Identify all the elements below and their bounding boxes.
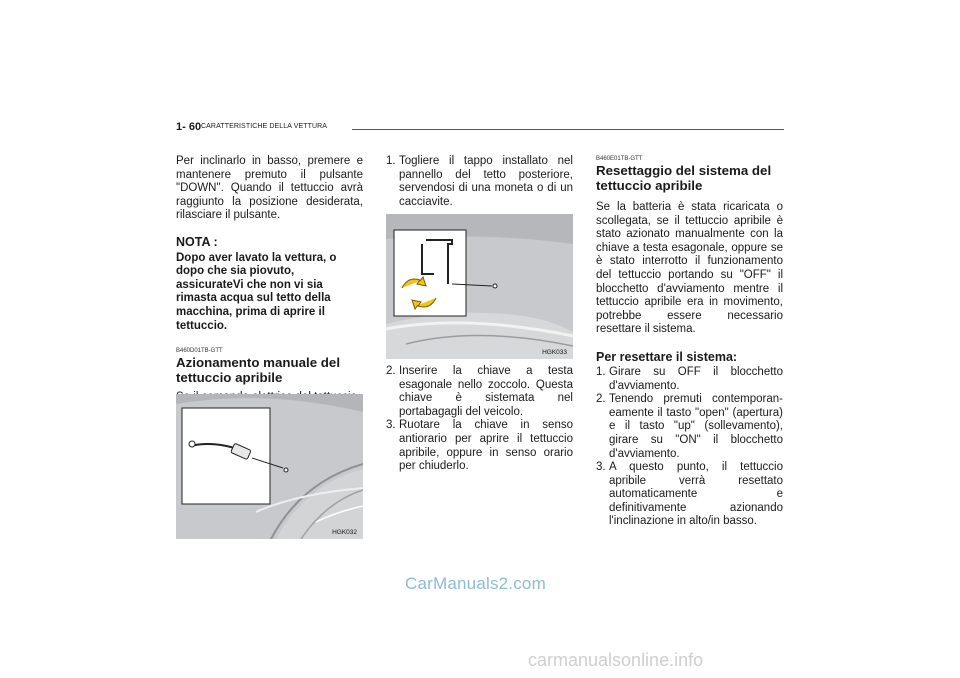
watermark-carmanualsonline[interactable]: carmanualsonline.info [528,650,704,670]
section-heading: Azionamento manuale del tettuccio apribile [176,355,341,385]
column-3 [596,155,783,529]
section-code: B460E01TB-GTT [596,156,643,162]
figure-hex-key [386,214,573,359]
intro-paragraph: Per inclinarlo in basso, premere e mantenere premuto il pulsante "DOWN". Quando il tettuccio avrà raggiunto la posizione desiderata, rilasciare il pulsante. [176,155,363,222]
roof-illustration [176,394,363,539]
section-title: CARATTERISTICHE DELLA VETTURA [201,123,328,130]
section-heading: Resettaggio del sistema del tettuccio apribile [596,163,772,193]
section-code: B460D01TB-GTT [176,348,223,355]
watermark-carmanuals2[interactable]: CarManuals2.com [405,574,546,593]
header-rule [352,129,784,130]
column-2-steps [386,365,573,474]
figure-label: HGK033 [542,349,567,356]
reset-step-2: 2. Tenendo premuti contemporan-eamente il tasto "open" (apertura) e il tasto "up" (sollevamento), girare su "ON" il blocchetto d'avviamento. [596,393,783,460]
note-text: Dopo aver lavato la vettura, o dopo che sia piovuto, assicurateVi che non vi sia rimasta acqua sul tetto della macchina, prima di aprire il tettuccio. [176,251,337,332]
hex-key-illustration [386,214,573,359]
reset-step-3: 3. A questo punto, il tettuccio apribile verrà resettato automaticamente e definitivamente azionando l'inclinazione in alto/in basso. [596,461,783,528]
column-2 [386,155,573,209]
reset-subheading: Per resettare il sistema: [596,349,738,364]
step-3: 3. Ruotare la chiave in senso antiorario per aprire il tettuccio apribile, oppure in senso orario per chiuderlo. [386,419,573,473]
figure-label: HGK032 [332,529,357,536]
note-title: NOTA : [176,234,218,249]
column-1 [176,155,363,418]
step-2: 2. Inserire la chiave a testa esagonale nello zoccolo. Questa chiave è sistemata nel portabagagli del veicolo. [386,365,573,418]
page-number: 1- 60 [176,121,202,133]
section-body: Se la batteria è stata ricaricata o scollegata, se il tettuccio apribile è stato azionato manualmente con la chiave a testa esagonale, oppure se è stato interrotto il funzionamento del tettuccio portando su "OFF" il blocchetto d'avviamento mentre il tettuccio apribile era in movimento, potrebbe essere necessario resettare il sistema. [596,201,783,336]
figure-manual-key [176,394,363,539]
reset-step-1: 1. Girare su OFF il blocchetto d'avviamento. [596,365,783,392]
step-1: 1. Togliere il tappo installato nel pannello del tetto posteriore, servendosi di una moneta o di un cacciavite. [386,155,573,208]
